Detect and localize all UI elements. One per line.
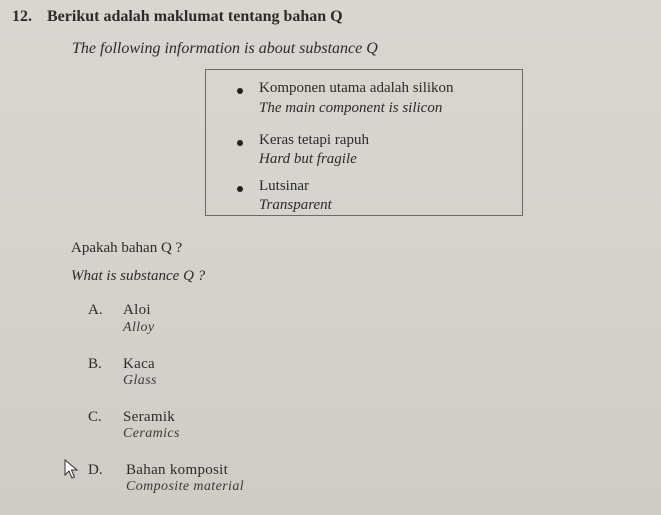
info-item-2: Keras tetapi rapuh (259, 132, 369, 148)
info-item-2-english: Hard but fragile (259, 151, 357, 167)
option-d-letter[interactable]: D. (88, 462, 103, 478)
option-d-english[interactable]: Composite material (126, 479, 245, 494)
question-title: Berikut adalah maklumat tentang bahan Q (47, 8, 343, 25)
prompt-question-english: What is substance Q ? (71, 268, 206, 284)
question-title-english: The following information is about substance Q (72, 40, 378, 57)
bullet-icon (237, 186, 243, 192)
option-c-english[interactable]: Ceramics (123, 426, 180, 441)
bullet-icon (237, 140, 243, 146)
mouse-pointer-icon (64, 459, 78, 479)
option-a-english[interactable]: Alloy (123, 320, 155, 335)
info-item-1-english: The main component is silicon (259, 100, 443, 116)
option-b-letter[interactable]: B. (88, 356, 102, 372)
question-number: 12. (12, 8, 32, 25)
option-a-letter[interactable]: A. (88, 302, 103, 318)
option-b-label[interactable]: Kaca (123, 356, 156, 372)
bullet-icon (237, 88, 243, 94)
info-item-1: Komponen utama adalah silikon (259, 80, 454, 96)
option-c-letter[interactable]: C. (88, 409, 102, 425)
info-item-3: Lutsinar (259, 178, 309, 194)
prompt-question: Apakah bahan Q ? (71, 240, 183, 256)
info-item-3-english: Transparent (259, 197, 332, 213)
option-b-english[interactable]: Glass (123, 373, 157, 388)
option-d-label[interactable]: Bahan komposit (126, 462, 229, 478)
option-c-label[interactable]: Seramik (123, 409, 176, 425)
option-a-label[interactable]: Aloi (123, 302, 151, 318)
